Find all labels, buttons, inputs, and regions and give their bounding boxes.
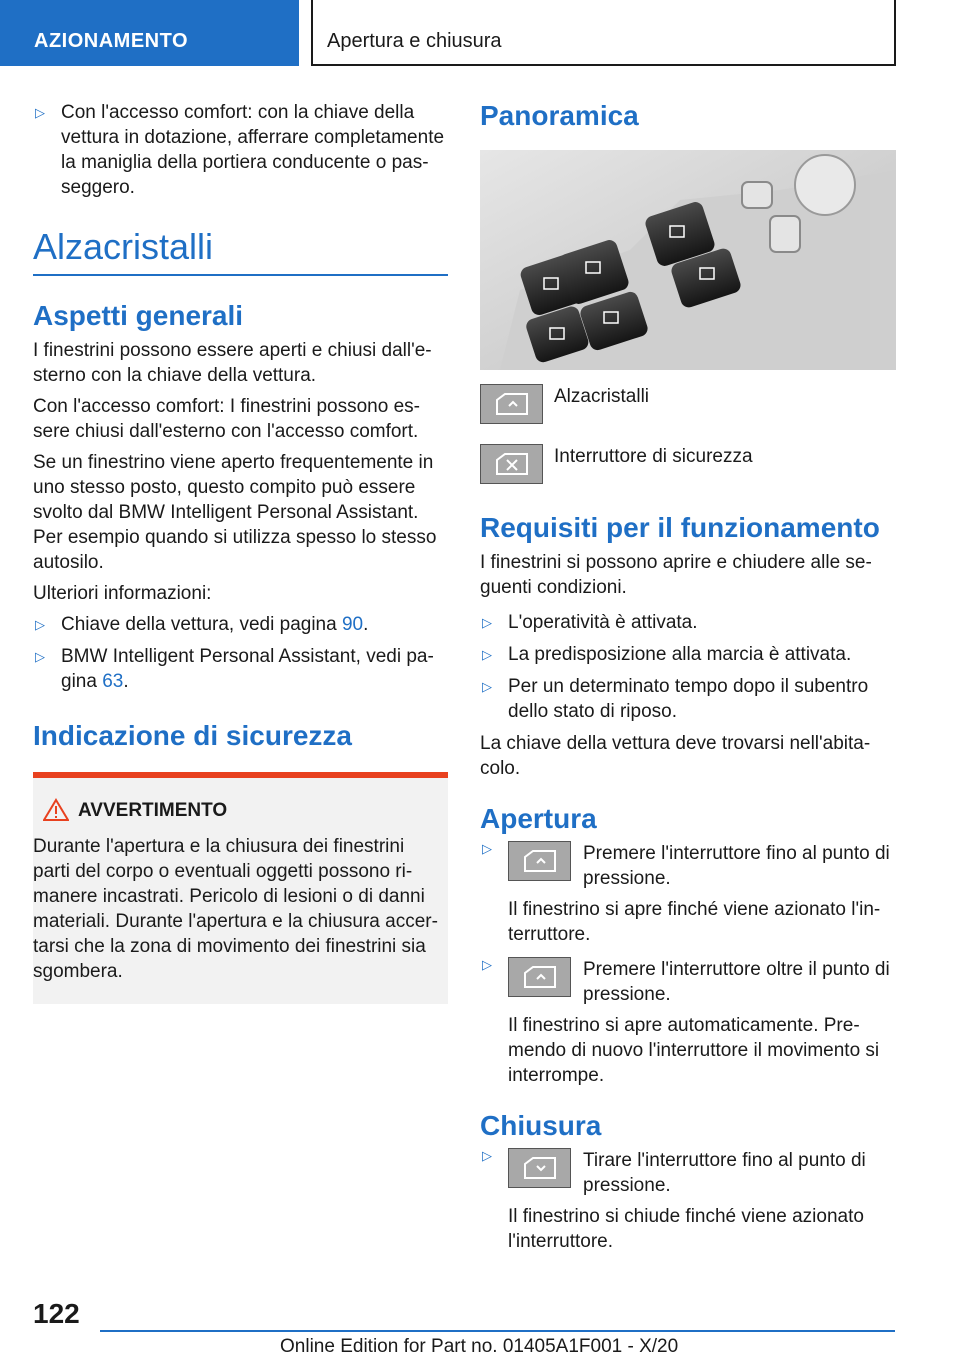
page-header	[0, 0, 960, 66]
symbol-row	[480, 384, 896, 434]
symbol-label: Interruttore di sicurezza	[554, 446, 753, 467]
general-paragraph: I finestrini possono essere aperti e chiusi dall'e-sterno con la chiave della vettura.	[33, 340, 432, 386]
edition-note: Online Edition for Part no. 01405A1F001 - X/20	[280, 1336, 679, 1357]
list-item: ▷ Con l'accesso comfort: con la chiave della vettura in dotazione, afferrare completamente la maniglia della portiera conducente o pas-seggero.	[35, 102, 445, 198]
footer-divider	[100, 1330, 895, 1332]
safety-title: Indicazione di sicurezza	[33, 720, 352, 751]
step-item: ▷ Tirare l'interruttore fino al punto di pressione. Il finestrino si chiude finché viene azionato l'interruttore.	[482, 1148, 866, 1252]
intro-list	[33, 100, 448, 200]
triangle-bullet-icon: ▷	[35, 617, 45, 632]
symbol-row	[480, 444, 896, 494]
section-tab: AZIONAMENTO	[0, 0, 299, 66]
window-switch-icon	[480, 384, 543, 424]
window-switch-icon	[508, 841, 571, 881]
list-item: ▷ Chiave della vettura, vedi pagina 90.	[35, 614, 369, 635]
list-item: ▷ La predisposizione alla marcia è attivata.	[482, 644, 852, 665]
general-paragraph: Con l'accesso comfort: I finestrini possono es-sere chiusi dall'esterno con l'accesso comfort.	[33, 396, 420, 442]
triangle-bullet-icon: ▷	[35, 649, 45, 664]
triangle-bullet-icon: ▷	[482, 679, 492, 694]
requirements-title: Requisiti per il funzionamento	[480, 512, 880, 543]
triangle-bullet-icon: ▷	[35, 105, 45, 120]
page-number: 122	[33, 1298, 80, 1329]
general-paragraph: Se un finestrino viene aperto frequentemente in uno stesso posto, questo compito può essere svolto dal BMW Intelligent Personal Assistant. Per esempio quando si utilizza spesso lo stesso autosilo.	[33, 452, 437, 573]
page-link[interactable]: 90	[341, 614, 364, 635]
triangle-bullet-icon: ▷	[482, 841, 492, 856]
more-info-label: Ulteriori informazioni:	[33, 583, 212, 604]
general-title: Aspetti generali	[33, 300, 244, 331]
triangle-bullet-icon: ▷	[482, 1148, 492, 1163]
list-item: ▷ Per un determinato tempo dopo il subentro dello stato di riposo.	[482, 676, 869, 722]
reference-list	[33, 612, 448, 694]
symbol-label: Alzacristalli	[554, 386, 650, 407]
list-item: ▷ BMW Intelligent Personal Assistant, vedi pa-gina 63.	[35, 646, 434, 692]
requirements-paragraph: La chiave della vettura deve trovarsi nell'abita-colo.	[480, 733, 871, 779]
overview-title: Panoramica	[480, 100, 639, 131]
safety-switch-icon	[480, 444, 543, 484]
window-switch-photo	[480, 150, 896, 370]
warning-heading: AVVERTIMENTO	[33, 800, 440, 822]
warning-box	[33, 772, 448, 1004]
triangle-bullet-icon: ▷	[482, 957, 492, 972]
list-item: ▷ L'operatività è attivata.	[482, 612, 698, 633]
opening-title: Apertura	[480, 803, 597, 834]
chapter-title: Apertura e chiusura	[311, 0, 896, 66]
triangle-bullet-icon: ▷	[482, 615, 492, 630]
requirements-paragraph: I finestrini si possono aprire e chiudere alle se-guenti condizioni.	[480, 552, 872, 598]
requirements-list	[480, 610, 896, 724]
page-link[interactable]: 63	[102, 671, 124, 692]
left-column	[33, 100, 448, 1004]
triangle-bullet-icon: ▷	[482, 647, 492, 662]
closing-title: Chiusura	[480, 1110, 602, 1141]
window-switch-icon	[508, 957, 571, 997]
step-item: ▷ Premere l'interruttore fino al punto di pressione. Il finestrino si apre finché viene azionato l'in-terruttore.	[482, 841, 890, 945]
right-column	[480, 100, 896, 1260]
warning-text: Durante l'apertura e la chiusura dei finestrini parti del corpo o eventuali oggetti possono ri-manere incastrati. Pericolo di lesioni o di danni materiali. Durante l'apertura e la chiusura accer-tarsi che la zona di movimento dei finestrini sia sgombera.	[33, 836, 438, 982]
window-switch-icon	[508, 1148, 571, 1188]
step-item: ▷ Premere l'interruttore oltre il punto di pressione. Il finestrino si apre automaticamente. Pre-mendo di nuovo l'interruttore il movimento si interrompe.	[482, 957, 890, 1086]
main-title: Alzacristalli	[33, 226, 448, 276]
warning-triangle-icon	[43, 798, 69, 822]
